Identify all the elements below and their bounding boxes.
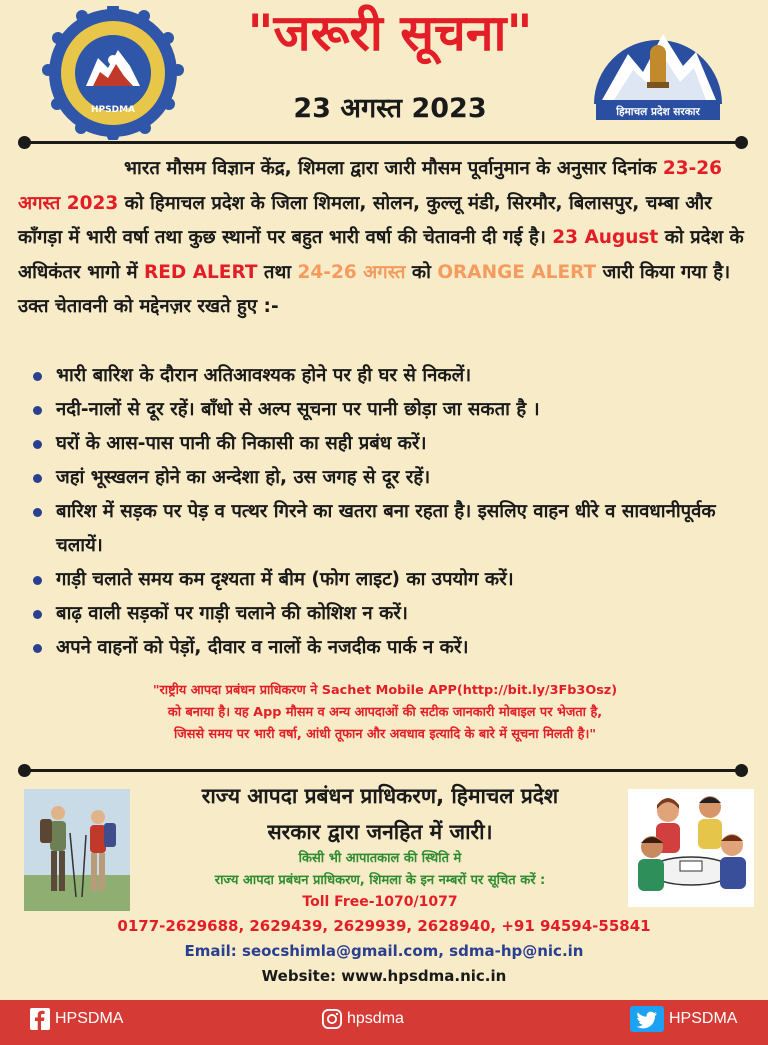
intro-paragraph (18, 152, 753, 325)
instagram-icon (322, 1008, 342, 1030)
intro-text-4: तथा (257, 261, 298, 283)
list-item: भारी बारिश के दौरान अतिआवश्यक होने पर ही घर से निकलें। (30, 359, 760, 393)
list-item: अपने वाहनों को पेड़ों, दीवार व नालों के नजदीक पार्क न करें। (30, 631, 760, 665)
notice-date: 23 अगस्त 2023 (293, 93, 487, 124)
authority-line-2: सरकार द्वारा जनहित में जारी। (267, 820, 493, 844)
twitter-icon (630, 1008, 664, 1030)
twitter-handle: HPSDMA (669, 1010, 738, 1027)
divider-top (22, 141, 744, 144)
list-item: गाड़ी चलाते समय कम दृश्यता में बीम (फोग लाइट) का उपयोग करें। (30, 563, 760, 597)
phone-numbers: 0177-2629688, 2629439, 2629939, 2628940, +91 94594-55841 (117, 917, 651, 935)
intro-text-6: जारी किया गया है। उक्त चेतावनी को मद्देनज़र रखते हुए :- (18, 261, 731, 317)
twitter-link[interactable] (630, 1008, 737, 1030)
intro-text-5: को (405, 261, 438, 283)
sachet-app-note (70, 680, 700, 746)
list-item: बारिश में सड़क पर पेड़ व पत्थर गिरने का खतरा बना रहता है। इसलिए वाहन धीरे व सावधानीपूर्वक चलायें। (30, 495, 760, 563)
intro-text-1: भारत मौसम विज्ञान केंद्र, शिमला द्वारा जारी मौसम पूर्वानुमान के अनुसार दिनांक (124, 158, 663, 179)
intro-red-date: 23 August (552, 227, 659, 248)
emergency-note (135, 848, 625, 892)
sachet-note-line-1: "राष्ट्रीय आपदा प्रबंधन प्राधिकरण ने Sachet Mobile APP(http://bit.ly/3Fb3Osz) (152, 683, 618, 698)
email-contacts: Email: seocshimla@gmail.com, sdma-hp@nic.in (184, 942, 584, 960)
instagram-link[interactable] (322, 1008, 404, 1030)
hikers-illustration (24, 789, 130, 911)
page-title: "जरूरी सूचना" (247, 4, 533, 62)
facebook-icon (30, 1008, 50, 1030)
authority-line-1: राज्य आपदा प्रबंधन प्राधिकरण, हिमाचल प्रदेश (201, 784, 559, 808)
orange-alert-label: ORANGE ALERT (437, 261, 597, 283)
social-bar (0, 1000, 768, 1045)
hp-govt-logo (588, 4, 728, 122)
intro-text-2: को हिमाचल प्रदेश के जिला शिमला, सोलन, कुल्लू मंडी, सिरमौर, बिलासपुर, चम्बा और काँगड़ा में भारी वर्षा तथा कुछ स्थानों पर बहुत भारी वर्षा की चेतावनी दी गई है। (18, 192, 712, 248)
issuing-authority (135, 778, 625, 850)
toll-free-number: Toll Free-1070/1077 (302, 894, 458, 910)
facebook-handle: HPSDMA (55, 1010, 124, 1027)
red-alert-label: RED ALERT (144, 261, 258, 283)
hp-govt-logo-label: हिमाचल प्रदेश सरकार (616, 106, 700, 118)
list-item: बाढ़ वाली सड़कों पर गाड़ी चलाने की कोशिश न करें। (30, 597, 760, 631)
orange-date-range: 24-26 अगस्त (297, 261, 406, 283)
advisory-list (30, 359, 760, 665)
hpsdma-logo-abbr: HPSDMA (90, 105, 136, 115)
list-item: नदी-नालों से दूर रहें। बाँधो से अल्प सूचना पर पानी छोड़ा जा सकता है । (30, 393, 760, 427)
sachet-note-line-2: को बनाया है। यह App मौसम व अन्य आपदाओं की सटीक जानकारी मोबाइल पर भेजता है, (167, 705, 603, 720)
intro-date-range: 23-26 अगस्त 2023 (18, 158, 723, 214)
hpsdma-logo (38, 6, 188, 140)
sachet-note-line-3: जिससे समय पर भारी वर्षा, आंधी तूफान और अवधाव इत्यादि के बारे में सूचना मिलती है।" (173, 727, 596, 742)
facebook-link[interactable] (30, 1008, 123, 1030)
emergency-line-1: किसी भी आपातकाल की स्थिति मे (298, 851, 462, 866)
intro-text-3: को प्रदेश के अधिकंतर भागो में (18, 227, 744, 283)
emergency-line-2: राज्य आपदा प्रबंधन प्राधिकरण, शिमला के इन नम्बरों पर सूचित करें : (214, 873, 546, 888)
instagram-handle: hpsdma (347, 1010, 404, 1027)
website-link[interactable]: Website: www.hpsdma.nic.in (261, 967, 507, 985)
divider-middle (22, 769, 744, 772)
meeting-illustration (628, 789, 754, 907)
list-item: घरों के आस-पास पानी की निकासी का सही प्रबंध करें। (30, 427, 760, 461)
list-item: जहां भूस्खलन होने का अन्देशा हो, उस जगह से दूर रहें। (30, 461, 760, 495)
